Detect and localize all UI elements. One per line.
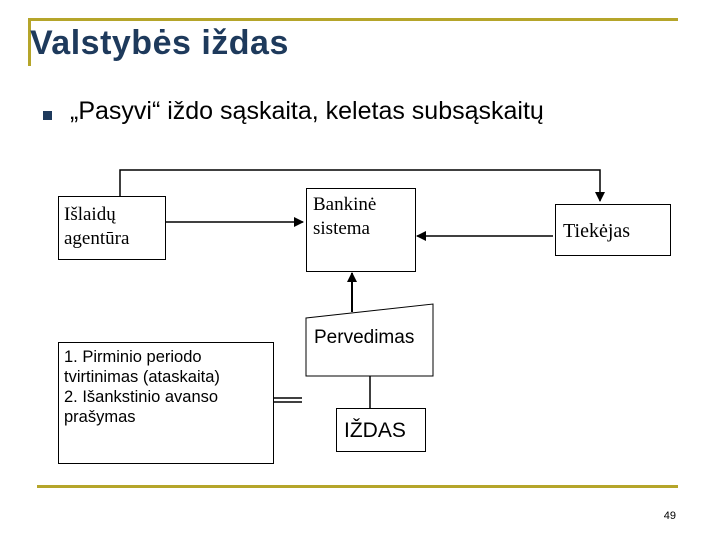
requests-line-4: prašymas [64, 408, 136, 426]
bottom-rule [37, 485, 678, 488]
requests-line-1: 1. Pirminio periodo [64, 348, 202, 366]
transfer-label: Pervedimas [314, 327, 415, 348]
bullet-text: „Pasyvi“ iždo sąskaita, keletas subsąskaitų [70, 97, 544, 125]
agency-line-1: Išlaidų [64, 204, 116, 225]
banking-line-2: sistema [313, 218, 370, 239]
requests-line-3: 2. Išankstinio avanso [64, 388, 219, 406]
supplier-label: Tiekėjas [563, 220, 631, 242]
requests-line-2: tvirtinimas (ataskaita) [64, 368, 220, 386]
banking-line-1: Bankinė [313, 194, 377, 215]
treasury-box [336, 408, 426, 452]
requests-box [58, 342, 274, 464]
agency-line-2: agentūra [64, 228, 130, 249]
treasury-label: IŽDAS [344, 419, 406, 442]
slide-title: Valstybės iždas [30, 24, 289, 62]
page-number: 49 [663, 510, 676, 522]
